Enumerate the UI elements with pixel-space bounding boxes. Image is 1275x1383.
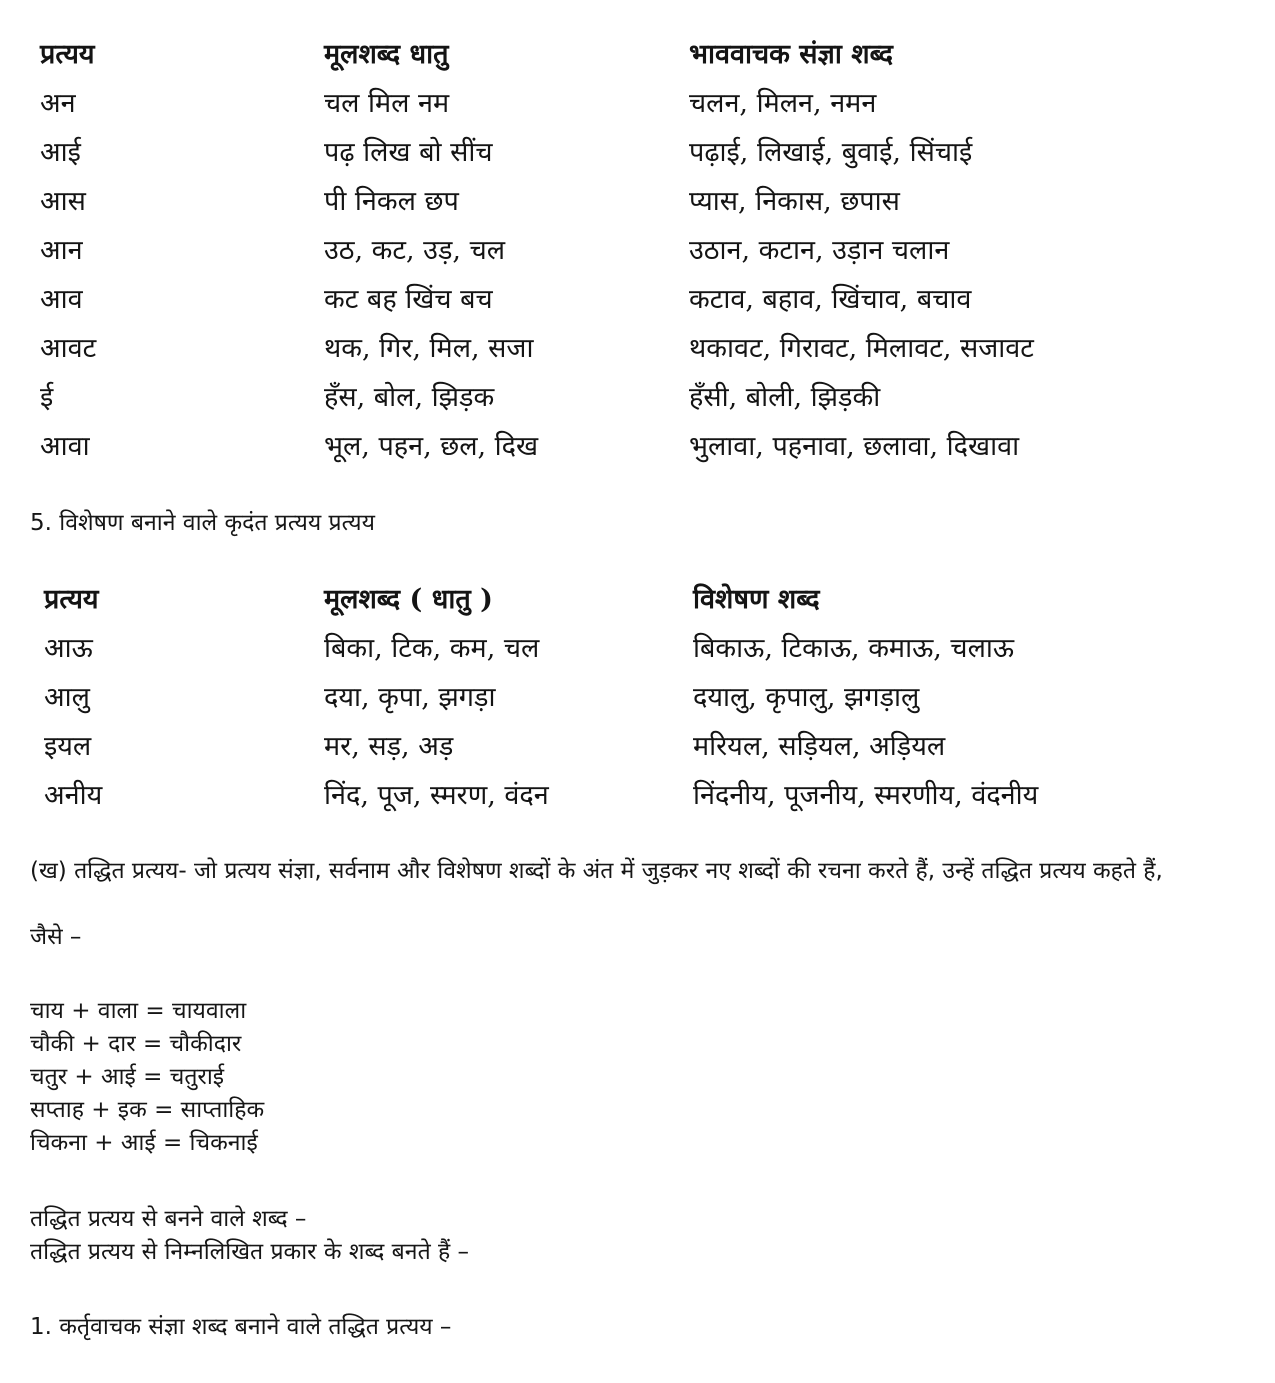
suffix-cell: आव: [40, 284, 83, 315]
result-cell: थकावट, गिरावट, मिलावट, सजावट: [689, 333, 1034, 364]
taddhit-words-heading: तद्धित प्रत्यय से बनने वाले शब्द –: [30, 1206, 307, 1232]
table-row: [40, 126, 1249, 175]
root-cell: उठ, कट, उड़, चल: [324, 235, 506, 266]
root-cell: बिका, टिक, कम, चल: [324, 633, 540, 664]
example-line: चिकना + आई = चिकनाई: [30, 1130, 258, 1156]
table-row: [40, 273, 1249, 322]
root-cell: थक, गिर, मिल, सजा: [324, 333, 534, 364]
root-cell: भूल, पहन, छल, दिख: [324, 431, 539, 462]
table-row: [40, 371, 1249, 420]
result-cell: भुलावा, पहनावा, छलावा, दिखावा: [689, 431, 1020, 462]
visheshan-suffix-table: [44, 572, 1253, 818]
suffix-cell: आवट: [40, 333, 97, 364]
result-cell: निंदनीय, पूजनीय, स्मरणीय, वंदनीय: [693, 780, 1039, 811]
table-row: [40, 77, 1249, 126]
root-cell: पी निकल छप: [324, 186, 459, 217]
root-cell: चल मिल नम: [324, 88, 450, 119]
root-cell: पढ़ लिख बो सींच: [324, 137, 493, 168]
suffix-cell: आवा: [40, 431, 90, 462]
result-cell: बिकाऊ, टिकाऊ, कमाऊ, चलाऊ: [693, 633, 1015, 664]
taddhit-definition: (ख) तद्धित प्रत्यय- जो प्रत्यय संज्ञा, सर्वनाम और विशेषण शब्दों के अंत में जुड़कर नए शब्दों की रचना करते हैं, उन्हें तद्धित प्रत्यय कहते हैं,: [30, 858, 1163, 884]
suffix-cell: आई: [40, 137, 81, 168]
result-cell: पढ़ाई, लिखाई, बुवाई, सिंचाई: [689, 137, 973, 168]
example-line: चौकी + दार = चौकीदार: [30, 1031, 242, 1057]
suffix-cell: अनीय: [44, 780, 103, 811]
taddhit-words-intro: तद्धित प्रत्यय से निम्नलिखित प्रकार के शब्द बनते हैं –: [30, 1239, 470, 1265]
result-cell: उठान, कटान, उड़ान चलान: [689, 235, 950, 266]
root-cell: निंद, पूज, स्मरण, वंदन: [324, 780, 549, 811]
root-cell: मर, सड़, अड़: [324, 731, 454, 762]
table-header-row: [44, 572, 1253, 622]
section-5-heading: 5. विशेषण बनाने वाले कृदंत प्रत्यय प्रत्यय: [30, 510, 375, 536]
example-line: सप्ताह + इक = साप्ताहिक: [30, 1097, 265, 1123]
suffix-cell: आऊ: [44, 633, 93, 664]
table-row: [44, 622, 1253, 671]
result-cell: कटाव, बहाव, खिंचाव, बचाव: [689, 284, 972, 315]
example-line: चाय + वाला = चायवाला: [30, 998, 247, 1024]
suffix-cell: आलु: [44, 682, 90, 713]
header-visheshan: विशेषण शब्द: [693, 583, 820, 615]
root-cell: हँस, बोल, झिड़क: [324, 382, 495, 413]
suffix-cell: आन: [40, 235, 83, 266]
examples-list: [30, 995, 1245, 1160]
table-row: [44, 769, 1253, 818]
header-pratyay: प्रत्यय: [44, 583, 99, 615]
result-cell: दयालु, कृपालु, झगड़ालु: [693, 682, 920, 713]
table-row: [40, 175, 1249, 224]
examples-intro: जैसे –: [30, 924, 82, 950]
result-cell: प्यास, निकास, छपास: [689, 186, 900, 217]
header-mool-shabd: मूलशब्द ( धातु ): [324, 583, 493, 615]
header-pratyay: प्रत्यय: [40, 38, 95, 70]
table-row: [40, 224, 1249, 273]
suffix-cell: अन: [40, 88, 76, 119]
result-cell: चलन, मिलन, नमन: [689, 88, 877, 119]
suffix-cell: आस: [40, 186, 86, 217]
suffix-cell: ई: [40, 382, 54, 413]
header-bhavvachak: भाववाचक संज्ञा शब्द: [689, 38, 893, 70]
suffix-cell: इयल: [44, 731, 92, 762]
root-cell: दया, कृपा, झगड़ा: [324, 682, 496, 713]
table-header-row: [40, 27, 1249, 77]
root-cell: कट बह खिंच बच: [324, 284, 493, 315]
result-cell: हँसी, बोली, झिड़की: [689, 382, 881, 413]
section-1-heading: 1. कर्तृवाचक संज्ञा शब्द बनाने वाले तद्धित प्रत्यय –: [30, 1314, 452, 1340]
bhavvachak-suffix-table: [40, 27, 1249, 469]
example-line: चतुर + आई = चतुराई: [30, 1064, 225, 1090]
result-cell: मरियल, सड़ियल, अड़ियल: [693, 731, 946, 762]
table-row: [40, 420, 1249, 469]
table-row: [44, 671, 1253, 720]
table-row: [40, 322, 1249, 371]
table-row: [44, 720, 1253, 769]
header-mool-shabd: मूलशब्द धातु: [324, 38, 449, 70]
taddhit-words-block: [30, 1203, 1245, 1269]
